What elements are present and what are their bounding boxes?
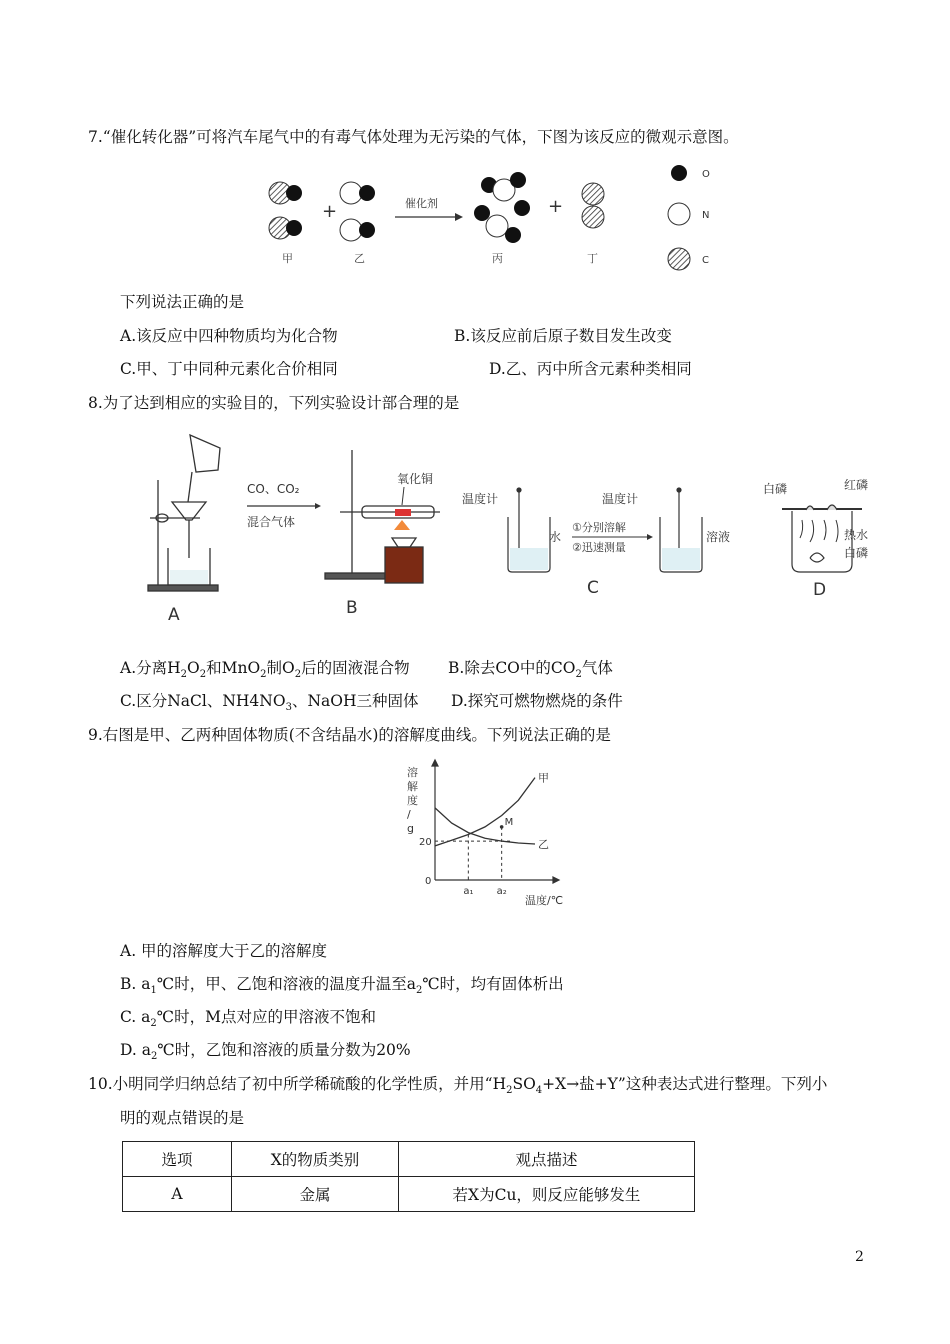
q8-option-b: B.除去CO中的$CO_2$气体 [448,659,613,681]
y-axis-label-char: 解 [407,780,418,793]
q8-apparatus-figure [140,430,880,630]
q10-stem-line2: 明的观点错误的是 [120,1109,245,1127]
table-cell-option: A [123,1177,232,1212]
molecule-yi [340,182,375,241]
chart-series [435,772,549,851]
d-white-p-bottom: 白磷 [844,546,869,560]
c-step2: ②迅速测量 [572,541,626,554]
apparatus-label-d: D [813,580,827,600]
y-axis-label-char: / [407,808,411,821]
table-header-category: X的物质类别 [232,1142,399,1177]
q9-stem: 9.右图是甲、乙两种固体物质(不含结晶水)的溶解度曲线。下列说法正确的是 [88,726,611,744]
series-line-jia [435,778,535,846]
origin-label: 0 [425,876,432,887]
apparatus-c-right [660,488,702,572]
q8-stem: 8.为了达到相应的实验目的，下列实验设计部合理的是 [88,394,460,412]
table-header-description: 观点描述 [399,1142,695,1177]
c-water: 水 [549,530,562,544]
q8-option-a: A.分离$H_2O_2$和MnO$_2$制$O_2$后的固液混合物 [120,659,410,681]
q9-option-a: A. 甲的溶解度大于乙的溶解度 [120,942,328,960]
x-tick-label: a₁ [463,886,474,897]
q7-option-c: C.甲、丁中同种元素化合价相同 [120,360,338,378]
table-cell-category: 金属 [232,1177,399,1212]
x-tick-label: a₂ [496,886,507,897]
b-gas-line2: 混合气体 [247,515,296,529]
d-white-p: 白磷 [763,482,788,496]
label-bing: 丙 [492,252,503,265]
q7-stem: 7.“催化转化器”可将汽车尾气中的有毒气体处理为无污染的气体，下图为该反应的微观示意图。 [88,128,739,146]
series-line-yi [435,808,535,844]
x-axis-arrow [553,877,559,883]
b-gas-line1: CO、CO₂ [247,482,300,496]
q9-option-b: B. $a_1℃$时，甲、乙饱和溶液的温度升温至$a_2℃$时，均有固体析出 [120,975,564,997]
table-header-row [123,1142,695,1177]
d-hot-water: 热水 [844,528,869,542]
y-axis-arrow [432,760,438,766]
label-yi: 乙 [354,252,365,265]
q10-table [122,1141,695,1212]
apparatus-label-b: B [346,598,358,618]
series-label: 甲 [538,771,549,785]
apparatus-b [325,450,440,583]
q9-option-d: D. $a_2℃$时，乙饱和溶液的质量分数为20% [120,1041,411,1063]
table-cell-description: 若X为Cu，则反应能够发生 [399,1177,695,1212]
page-number: 2 [855,1249,864,1265]
label-jia: 甲 [282,252,293,265]
q8-option-d: D.探究可燃物燃烧的条件 [451,692,623,710]
apparatus-a [148,435,220,591]
molecule-bing [474,172,530,243]
q7-reaction-diagram [260,160,740,270]
q9-option-c: C. $a_2℃$时，M点对应的甲溶液不饱和 [120,1008,376,1030]
label-ding: 丁 [587,252,598,265]
y-axis-label-char: 溶 [407,766,418,779]
svg-text:+: + [322,201,338,222]
legend-n: N [702,210,710,221]
solubility-chart [405,762,585,912]
svg-text:+: + [548,196,564,217]
legend-o: O [702,169,710,180]
apparatus-c-left [508,488,550,572]
table-header-option: 选项 [123,1142,232,1177]
q8-option-c: C.区分NaCl、$NH4NO_3$、NaOH三种固体 [120,692,419,714]
molecule-ding [582,183,604,228]
c-step1: ①分别溶解 [572,521,626,534]
y-axis-label-char: 度 [407,794,418,807]
q7-option-b: B.该反应前后原子数目发生改变 [454,327,672,345]
c-solution: 溶液 [706,530,731,544]
q7-option-d: D.乙、丙中所含元素种类相同 [489,360,692,378]
y-tick-label: 20 [419,837,432,849]
atom-legend [668,165,710,270]
d-red-p: 红磷 [844,478,869,492]
table-row [123,1177,695,1212]
apparatus-label-c: C [587,578,599,598]
catalyst-label: 催化剂 [405,197,438,210]
b-reagent: 氧化铜 [397,472,434,486]
apparatus-label-a: A [168,605,180,625]
point-m-label: M [504,816,514,828]
series-label: 乙 [538,837,549,851]
q10-stem: 10.小明同学归纳总结了初中所学稀硫酸的化学性质，并用“$H_2SO_4+X\to$盐+Y”这种表达式进行整理。下列小 [88,1075,828,1097]
molecule-jia [269,182,302,239]
x-axis-label: 温度/℃ [525,894,564,907]
legend-c: C [702,255,709,266]
c-thermometer-right: 温度计 [602,492,639,506]
c-thermometer-left: 温度计 [462,492,499,506]
point-m [500,825,504,829]
y-axis-label-char: g [407,822,414,835]
chart-labels [407,765,563,907]
q7-option-a: A.该反应中四种物质均为化合物 [120,327,338,345]
q7-prompt: 下列说法正确的是 [120,293,245,311]
